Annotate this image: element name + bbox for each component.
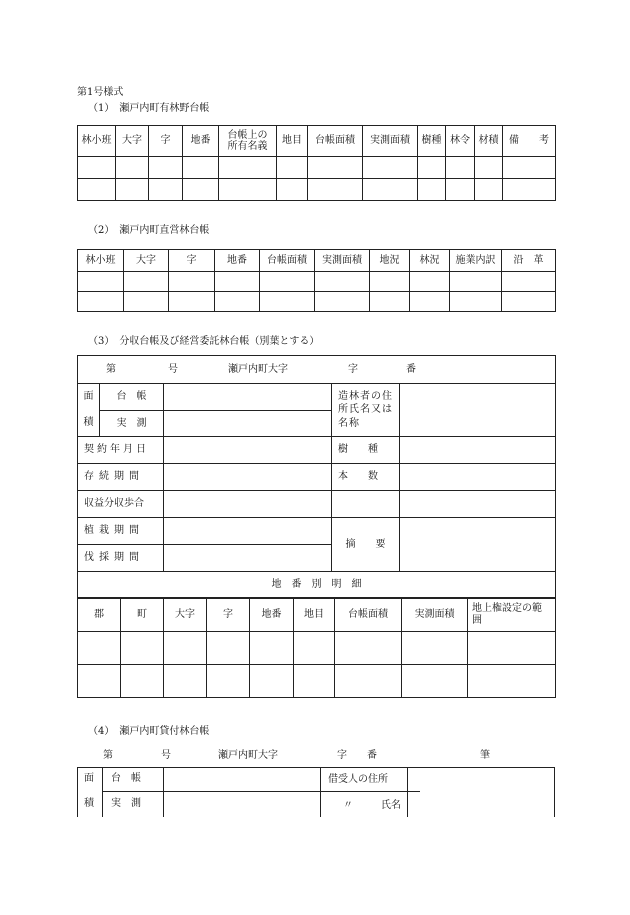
header-cell: 備 考 <box>503 126 556 157</box>
table-row <box>78 632 556 665</box>
s4-label-dai: 第 <box>103 750 113 761</box>
sonzoku-label: 存続期間 <box>78 464 164 491</box>
table-row <box>78 292 556 312</box>
header-cell: 林小班 <box>78 126 116 157</box>
section2-title: （2） 瀬戸内町直営林台帳 <box>88 225 210 236</box>
label-ban: 番 <box>406 364 416 375</box>
section1-title: （1） 瀬戸内町有林野台帳 <box>88 103 210 114</box>
header-cell: 町 <box>121 598 164 632</box>
jissoku-label: 実 測 <box>100 410 164 437</box>
header-cell: 地番 <box>250 598 294 632</box>
s4-menseki-label-2: 積 <box>84 798 94 809</box>
header-cell: 地番 <box>183 126 219 157</box>
shueki-label: 収益分収歩合 <box>78 491 164 518</box>
header-cell: 大字 <box>164 598 207 632</box>
section3-title: （3） 分収台帳及び経営委託林台帳（別葉とする） <box>88 336 320 347</box>
s4-name-label: 氏名 <box>381 800 401 811</box>
shokusai-label: 植栽期間 <box>78 518 164 545</box>
header-cell: 材積 <box>475 126 503 157</box>
header-cell: 林小班 <box>78 250 124 272</box>
label-aza: 字 <box>348 364 358 375</box>
header-cell: 郡 <box>78 598 121 632</box>
menseki-label: 面 積 <box>78 384 100 437</box>
s4-address-label: 借受人の住所 <box>328 774 388 785</box>
header-cell: 字 <box>169 250 215 272</box>
zourin-label: 造林者の住所氏名又は名称 <box>332 384 400 437</box>
header-cell: 施業内訳 <box>450 250 502 272</box>
s4-menseki-label-1: 面 <box>84 773 94 784</box>
header-cell: 台帳面積 <box>335 598 402 632</box>
s4-label-go: 号 <box>161 750 171 761</box>
table-header-row <box>78 598 556 632</box>
bassai-label: 伐採期間 <box>78 545 164 572</box>
s4-jissoku-label: 実 測 <box>111 798 141 809</box>
detail-title: 地 番 別 明 細 <box>78 572 556 599</box>
daicho-label: 台 帳 <box>100 384 164 411</box>
table-s1 <box>77 125 556 201</box>
tekiyo-label: 摘 要 <box>332 518 400 572</box>
s4-label-fude: 筆 <box>480 750 490 761</box>
header-cell: 樹種 <box>418 126 446 157</box>
header-cell: 林令 <box>446 126 475 157</box>
table-row <box>78 157 556 179</box>
header-cell: 字 <box>207 598 250 632</box>
label-town: 瀬戸内町大字 <box>228 364 288 375</box>
table-row <box>78 272 556 292</box>
table-row <box>78 179 556 201</box>
jushu-label: 樹 種 <box>332 437 400 464</box>
section4-title: （4） 瀬戸内町貸付林台帳 <box>88 726 210 737</box>
header-cell: 地目 <box>277 126 308 157</box>
table-s2 <box>77 249 556 312</box>
header-cell: 地目 <box>294 598 335 632</box>
header-cell: 台帳上の所有名義 <box>219 126 277 157</box>
table-s4 <box>77 767 555 817</box>
header-cell: 林況 <box>410 250 450 272</box>
s4-ditto-mark: 〃 <box>343 800 353 811</box>
s4-label-town: 瀬戸内町大字 <box>218 750 278 761</box>
label-go: 号 <box>168 364 178 375</box>
table-s3-detail <box>77 597 556 698</box>
honsu-label: 本 数 <box>332 464 400 491</box>
header-cell: 台帳面積 <box>308 126 363 157</box>
header-cell: 実測面積 <box>363 126 418 157</box>
header-cell: 大字 <box>124 250 169 272</box>
table-header-row <box>78 250 556 272</box>
header-cell: 実測面積 <box>315 250 370 272</box>
table-header-row <box>78 126 556 157</box>
s4-daicho-label: 台 帳 <box>111 773 141 784</box>
table-row <box>78 665 556 698</box>
s4-label-aza: 字 番 <box>337 750 377 761</box>
header-cell: 地況 <box>370 250 410 272</box>
label-dai: 第 <box>106 364 116 375</box>
header-cell: 大字 <box>116 126 149 157</box>
header-cell: 地上権設定の範囲 <box>468 598 556 632</box>
header-cell: 台帳面積 <box>260 250 315 272</box>
header-cell: 地番 <box>215 250 260 272</box>
number-row <box>78 356 556 384</box>
header-cell: 実測面積 <box>402 598 468 632</box>
header-cell: 字 <box>149 126 183 157</box>
keiyaku-label: 契約年月日 <box>78 437 164 464</box>
table-s3-top <box>77 355 556 599</box>
form-number: 第1号様式 <box>77 87 124 98</box>
header-cell: 沿 革 <box>502 250 556 272</box>
